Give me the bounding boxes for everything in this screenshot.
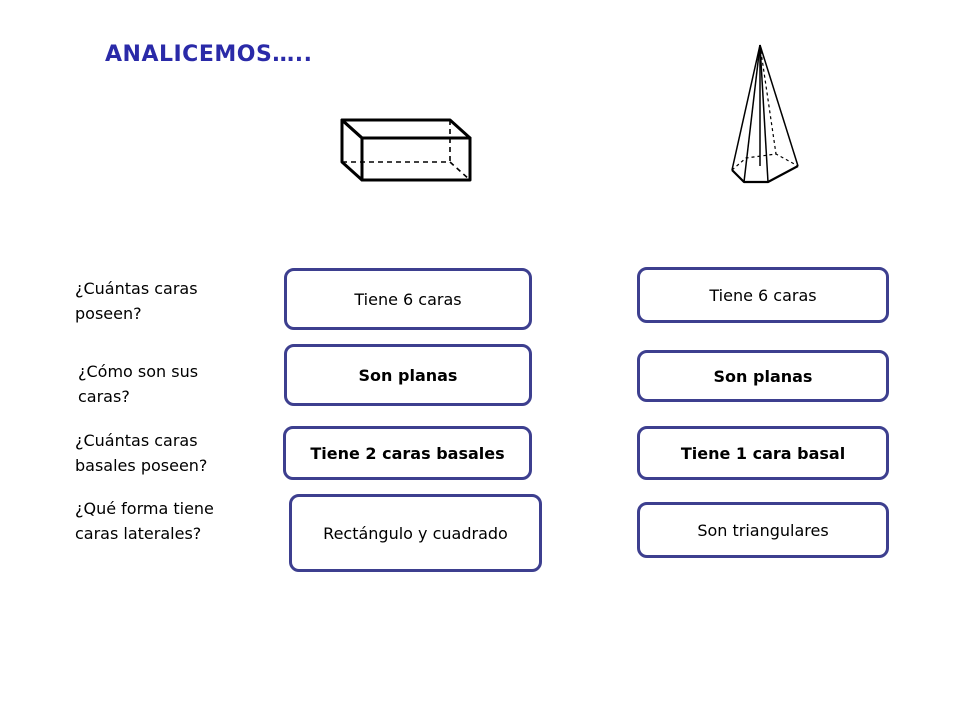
hexagonal-pyramid-icon — [726, 42, 804, 188]
question-lateral-faces: ¿Qué forma tiene caras laterales? — [75, 499, 214, 543]
question-face-type: ¿Cómo son sus caras? — [78, 362, 199, 406]
question-base-faces: ¿Cuántas caras basales poseen? — [75, 431, 208, 475]
pyramid-answer-base-faces: Tiene 1 cara basal — [637, 426, 889, 480]
rectangular-prism-icon — [332, 110, 478, 196]
prism-answer-base-faces: Tiene 2 caras basales — [283, 426, 532, 480]
page-title: ANALICEMOS….. — [105, 42, 313, 67]
prism-answer-face-type: Son planas — [284, 344, 532, 406]
pyramid-answer-lateral-faces: Son triangulares — [637, 502, 889, 558]
pyramid-answer-face-type: Son planas — [637, 350, 889, 402]
prism-answer-lateral-faces: Rectángulo y cuadrado — [289, 494, 542, 572]
pyramid-answer-faces: Tiene 6 caras — [637, 267, 889, 323]
question-number-of-faces: ¿Cuántas caras poseen? — [75, 279, 198, 323]
prism-answer-faces: Tiene 6 caras — [284, 268, 532, 330]
